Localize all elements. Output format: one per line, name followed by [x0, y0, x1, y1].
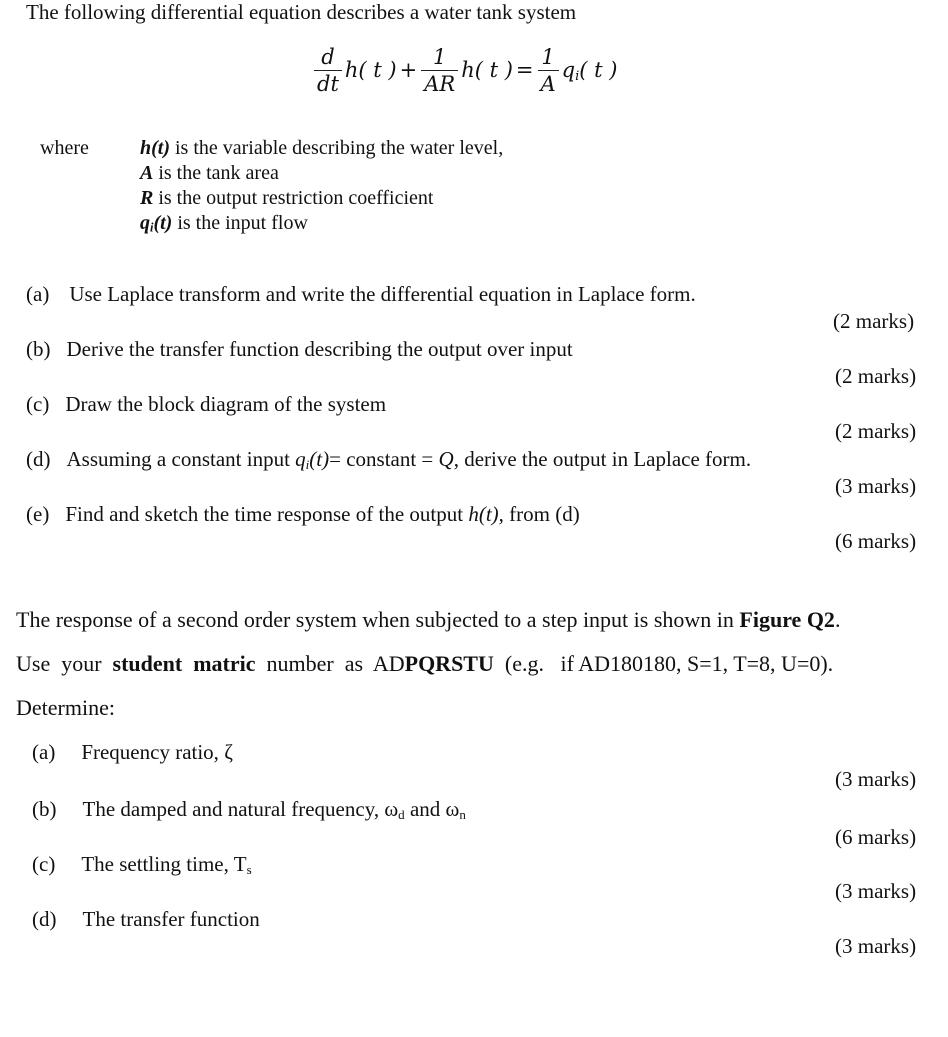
q2-part-d-marks: (3 marks) — [835, 934, 917, 958]
q1-part-e: (e) Find and sketch the time response of the output h(t), from (d) — [26, 502, 580, 526]
eq-q: $q_i$( t ) — [561, 58, 618, 84]
q2-line-2: Use your student matric number as ADPQRSTU (e.g. if AD180180, S=1, T=8, U=0). — [16, 651, 834, 676]
part-label: (a) — [26, 282, 50, 306]
definition-r: R is the output restriction coefficient — [140, 187, 434, 209]
q1-part-c — [26, 392, 386, 417]
eq-equals: = — [515, 58, 534, 82]
q2-part-d: (d) The transfer function — [32, 907, 260, 931]
eq-a: A — [540, 71, 556, 96]
q1-part-b — [26, 337, 573, 362]
part-label: (d) — [26, 447, 51, 471]
eq-dt: dt — [317, 71, 339, 96]
eq-ar: AR — [424, 71, 456, 96]
q1-part-d: (d) Assuming a constant input $q_i(t)=$ constant = Q, derive the output in Laplace form. — [26, 447, 752, 472]
q2-line-1: The response of a second order system when subjected to a step input is shown in Figure Q2. — [16, 607, 841, 632]
part-label: (e) — [26, 502, 50, 526]
q1-part-b-marks: (2 marks) — [835, 364, 917, 388]
q2-part-a-marks: (3 marks) — [835, 767, 917, 791]
part-label: (b) — [32, 797, 57, 821]
part-text: Draw the block diagram of the system — [65, 392, 387, 416]
q2-part-c-marks: (3 marks) — [835, 879, 917, 903]
a-fraction — [538, 44, 559, 97]
definition-a: A is the tank area — [140, 162, 279, 184]
part-text: Use Laplace transform and write the differential equation in Laplace form. — [69, 282, 696, 306]
derivative-fraction — [314, 44, 342, 97]
eq-d: d — [321, 44, 335, 69]
differential-equation — [312, 40, 618, 100]
q2-part-a: (a) Frequency ratio, ζ — [32, 740, 233, 764]
eq-h2: h( t ) — [461, 58, 513, 82]
q1-part-e-marks: (6 marks) — [835, 529, 917, 553]
q2-part-b-marks: (6 marks) — [835, 825, 917, 849]
definition-h: h(t) is the variable describing the water level, — [140, 137, 504, 159]
where-label: where — [40, 137, 89, 159]
part-label: (c) — [32, 852, 56, 876]
q1-part-a — [26, 282, 696, 307]
ar-fraction — [421, 44, 458, 97]
eq-plus: + — [399, 58, 418, 82]
eq-h1: h( t ) — [344, 58, 397, 82]
part-label: (d) — [32, 907, 57, 931]
eq-one2: 1 — [541, 44, 555, 69]
part-text: Derive the transfer function describing the output over input — [66, 337, 573, 361]
q1-part-c-marks: (2 marks) — [835, 419, 917, 443]
q1-part-a-marks: (2 marks) — [833, 309, 915, 333]
zeta-symbol: ζ — [224, 740, 233, 764]
q1-part-d-marks: (3 marks) — [835, 474, 917, 498]
part-label: (b) — [26, 337, 51, 361]
q1-intro: The following differential equation describes a water tank system — [26, 0, 577, 24]
q2-part-b: (b) The damped and natural frequency, $\omega_d$ and $\omega_n$ — [32, 797, 466, 822]
part-label: (c) — [26, 392, 50, 416]
part-label: (a) — [32, 740, 56, 764]
eq-one: 1 — [433, 44, 447, 69]
definition-q: $q_i(t)$ is the input flow — [140, 212, 308, 235]
q2-part-c: (c) The settling time, $T_s$ — [32, 852, 252, 877]
q2-line-3: Determine: — [16, 695, 115, 720]
